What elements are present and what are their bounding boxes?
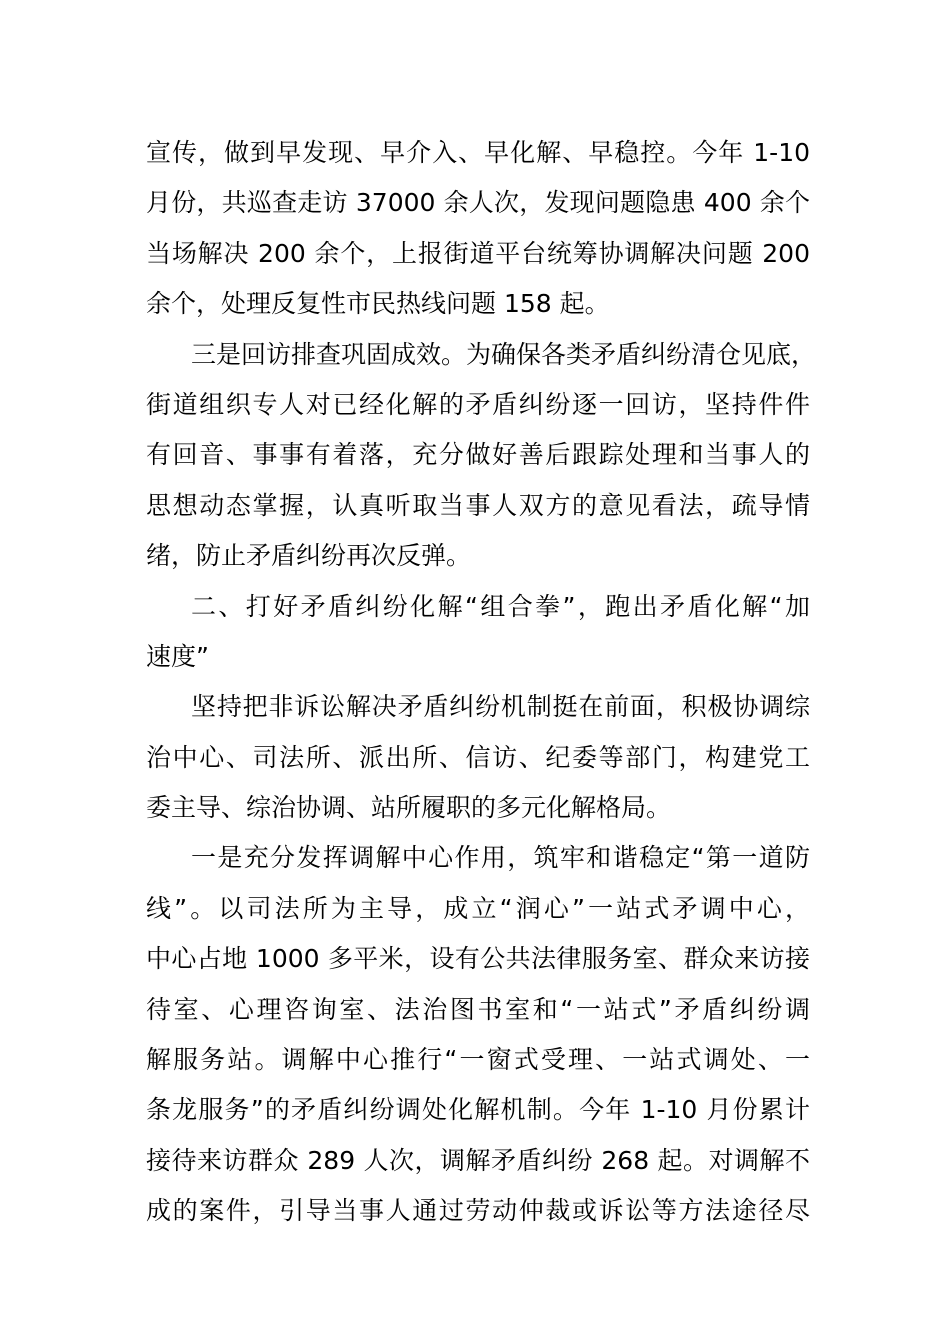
text-line: 绪，防止矛盾纠纷再次反弹。 xyxy=(146,541,472,571)
text-line: 宣传，做到早发现、早介入、早化解、早稳控。今年 1-10 xyxy=(146,138,810,167)
text-line: 接待来访群众 289 人次，调解矛盾纠纷 268 起。对调解不 xyxy=(146,1145,810,1175)
text-line: 解服务站。调解中心推行“一窗式受理、一站式调处、一 xyxy=(146,1045,810,1075)
text-line: 委主导、综治协调、站所履职的多元化解格局。 xyxy=(146,793,672,823)
paragraph-first-line: 一是充分发挥调解中心作用，筑牢和谐稳定“第一道防 xyxy=(191,843,810,873)
document-body xyxy=(146,128,817,1237)
section-heading-line: 二、打好矛盾纠纷化解“组合拳”，跑出矛盾化解“加 xyxy=(191,591,810,621)
paragraph-first-line: 坚持把非诉讼解决矛盾纠纷机制挺在前面，积极协调综 xyxy=(191,692,810,722)
text-line: 治中心、司法所、派出所、信访、纪委等部门，构建党工 xyxy=(146,742,810,772)
paragraph-first-line: 三是回访排查巩固成效。为确保各类矛盾纠纷清仓见底， xyxy=(191,339,817,369)
text-line: 街道组织专人对已经化解的矛盾纠纷逐一回访，坚持件件 xyxy=(146,389,810,419)
text-line: 余个，处理反复性市民热线问题 158 起。 xyxy=(146,289,610,319)
text-line: 待室、心理咨询室、法治图书室和“一站式”矛盾纠纷调 xyxy=(146,994,810,1024)
text-line: 中心占地 1000 多平米，设有公共法律服务室、群众来访接 xyxy=(146,944,810,974)
text-line: 线”。以司法所为主导，成立“润心”一站式矛调中心， xyxy=(146,893,810,923)
text-line: 思想动态掌握，认真听取当事人双方的意见看法，疏导情 xyxy=(146,490,810,520)
text-line: 月份，共巡查走访 37000 余人次，发现问题隐患 400 余个 xyxy=(146,188,810,218)
section-heading-line: 速度” xyxy=(146,641,209,671)
text-line: 成的案件，引导当事人通过劳动仲裁或诉讼等方法途径尽 xyxy=(146,1196,810,1226)
text-line: 条龙服务”的矛盾纠纷调处化解机制。今年 1-10 月份累计 xyxy=(146,1095,810,1125)
text-line: 有回音、事事有着落，充分做好善后跟踪处理和当事人的 xyxy=(146,440,810,470)
text-line: 当场解决 200 余个，上报街道平台统筹协调解决问题 200 xyxy=(146,238,810,268)
